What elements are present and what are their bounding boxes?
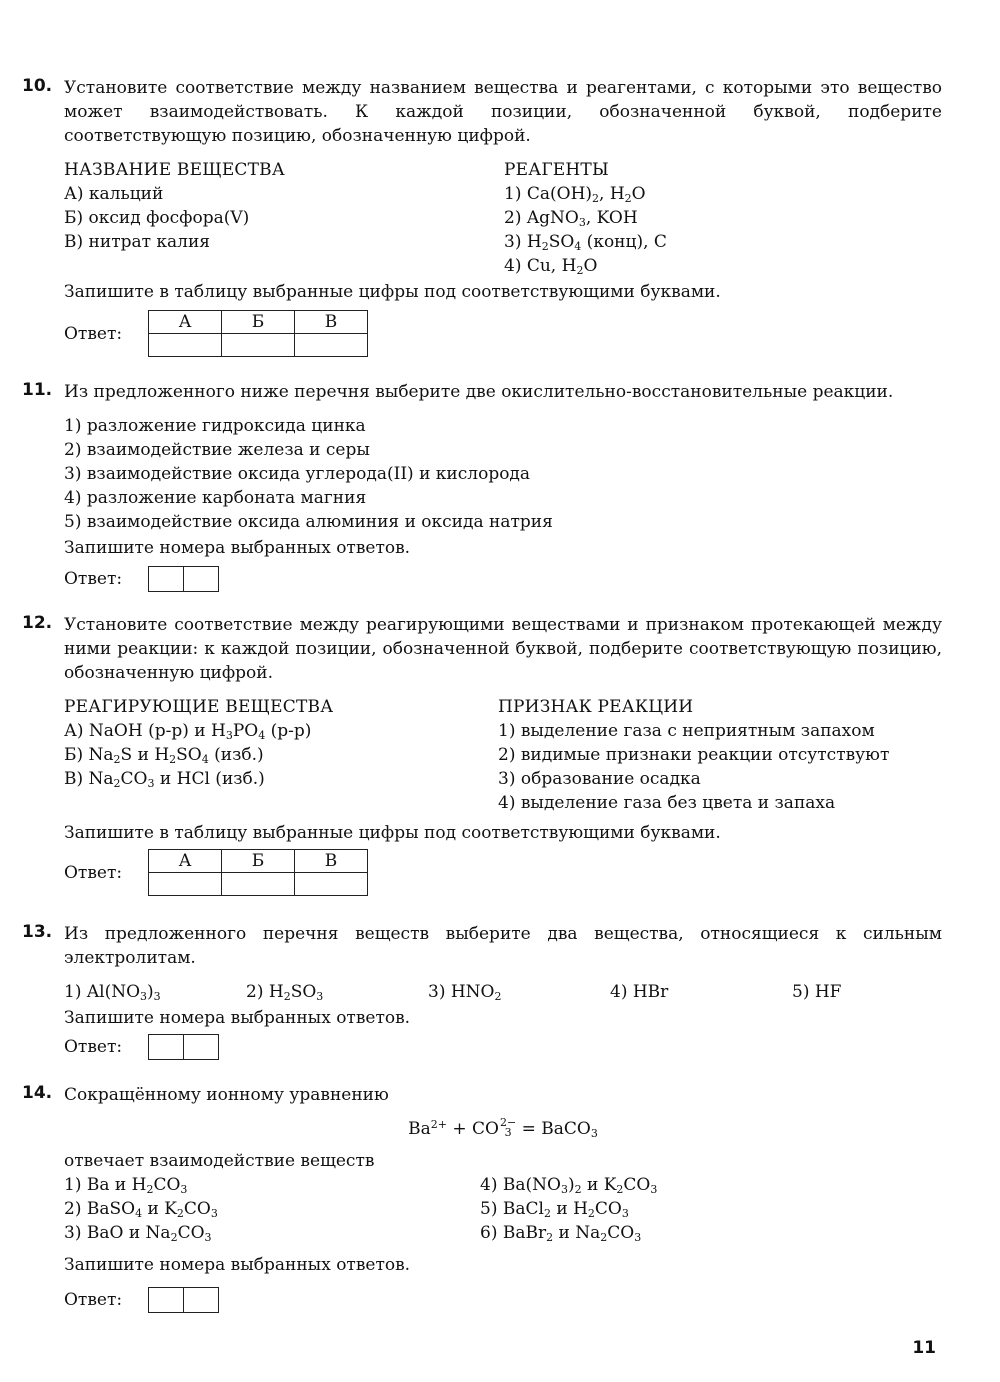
answer-cell[interactable] bbox=[149, 1035, 183, 1059]
question-text-continued: отвечает взаимодействие веществ bbox=[64, 1151, 375, 1171]
answer-label: Ответ: bbox=[64, 323, 123, 344]
option: 1) Ba и $H_2CO_3$ bbox=[64, 1175, 188, 1196]
option: 5) HF bbox=[792, 982, 842, 1002]
column-header: ПРИЗНАК РЕАКЦИИ bbox=[498, 697, 694, 717]
list-item: В) нитрат калия bbox=[64, 232, 211, 252]
list-item: 3) взаимодействие оксида углерода(II) и кислорода bbox=[64, 464, 531, 484]
list-item: 3) $H_2SO_4$ (конц), C bbox=[504, 232, 667, 253]
table-header-cell: Б bbox=[222, 850, 295, 873]
question-10 bbox=[22, 76, 942, 357]
option: 4) $Ba(NO_3)_2$ и $K_2CO_3$ bbox=[480, 1175, 658, 1196]
list-item: 1) выделение газа с неприятным запахом bbox=[498, 721, 875, 741]
answer-cell[interactable] bbox=[149, 334, 222, 357]
question-number: 12. bbox=[22, 613, 53, 633]
instruction: Запишите номера выбранных ответов. bbox=[64, 1008, 411, 1028]
option: 3) BaO и $Na_2CO_3$ bbox=[64, 1223, 212, 1244]
question-number: 13. bbox=[22, 922, 53, 942]
option: 4) HBr bbox=[610, 982, 669, 1002]
question-text: Установите соответствие между названием вещества и реагентами, с которыми это вещество может взаимодействовать. К каждой позиции, обозначенной буквой, подберите соответствующую позицию, обозначенную цифрой. bbox=[64, 78, 942, 146]
table-header-cell: В bbox=[295, 850, 368, 873]
answer-row bbox=[64, 566, 942, 592]
list-item: 3) образование осадка bbox=[498, 769, 701, 789]
instruction: Запишите в таблицу выбранные цифры под соответствующими буквами. bbox=[64, 282, 721, 302]
option: 1) $Al(NO_3)_3$ bbox=[64, 982, 161, 1003]
answer-cell[interactable] bbox=[183, 1035, 218, 1059]
question-14 bbox=[22, 1083, 942, 1313]
column-header: НАЗВАНИЕ ВЕЩЕСТВА bbox=[64, 160, 285, 180]
question-11 bbox=[22, 380, 942, 592]
answer-cells bbox=[148, 566, 219, 592]
column-header: РЕАГЕНТЫ bbox=[504, 160, 609, 180]
answer-row bbox=[64, 310, 942, 357]
answer-cells bbox=[148, 1287, 219, 1313]
table-header-cell: А bbox=[149, 311, 222, 334]
column-header: РЕАГИРУЮЩИЕ ВЕЩЕСТВА bbox=[64, 697, 334, 717]
answer-cell[interactable] bbox=[222, 334, 295, 357]
reactants-column bbox=[64, 695, 498, 815]
instruction: Запишите в таблицу выбранные цифры под соответствующими буквами. bbox=[64, 823, 721, 843]
question-12 bbox=[22, 613, 942, 896]
list-item: Б) оксид фосфора(V) bbox=[64, 208, 250, 228]
list-item: 1) $Ca(OH)_2$, $H_2O$ bbox=[504, 184, 646, 205]
question-text: Установите соответствие между реагирующими веществами и признаком протекающей между ними реакции: к каждой позиции, обозначенной буквой, подберите соответствующую позицию, обозначенную цифрой. bbox=[64, 615, 942, 683]
answer-cell[interactable] bbox=[295, 873, 368, 896]
substance-column bbox=[64, 158, 504, 278]
answer-label: Ответ: bbox=[64, 1037, 123, 1057]
ionic-equation: $Ba^{2+}$ + CO 2− 3 = BaCO$_3$ bbox=[408, 1116, 598, 1140]
page-number: 11 bbox=[912, 1338, 936, 1358]
answer-cells bbox=[148, 1034, 219, 1060]
answer-cell[interactable] bbox=[149, 1288, 183, 1312]
options-left bbox=[64, 1173, 480, 1245]
question-text: Из предложенного ниже перечня выберите две окислительно-восстановительные реакции. bbox=[64, 382, 894, 402]
list-item: 4) выделение газа без цвета и запаха bbox=[498, 793, 836, 813]
option: 6) BaBr$_2$ и $Na_2CO_3$ bbox=[480, 1223, 642, 1244]
option: 3) $HNO_2$ bbox=[428, 982, 502, 1003]
answer-row bbox=[64, 1034, 942, 1060]
answer-table bbox=[148, 310, 368, 357]
list-item: А) кальций bbox=[64, 184, 164, 204]
answer-label: Ответ: bbox=[64, 1290, 123, 1310]
reaction-sign-column bbox=[498, 695, 889, 815]
question-text: Сокращённому ионному уравнению bbox=[64, 1085, 389, 1105]
list-item: 1) разложение гидроксида цинка bbox=[64, 416, 366, 436]
options-row bbox=[64, 980, 942, 1004]
list-item: 2) AgNO$_3$, KOH bbox=[504, 208, 638, 229]
list-item: 2) взаимодействие железа и серы bbox=[64, 440, 370, 460]
answer-row bbox=[64, 1287, 942, 1313]
option: 2) BaSO$_4$ и $K_2CO_3$ bbox=[64, 1199, 218, 1220]
option: 2) $H_2SO_3$ bbox=[246, 982, 324, 1003]
answer-row bbox=[64, 849, 942, 896]
question-text: Из предложенного перечня веществ выберите два вещества, относящиеся к сильным электролитам. bbox=[64, 924, 942, 968]
list-item: Б) $Na_2S$ и $H_2SO_4$ (изб.) bbox=[64, 745, 264, 766]
option: 5) BaCl$_2$ и $H_2CO_3$ bbox=[480, 1199, 629, 1220]
answer-cell[interactable] bbox=[295, 334, 368, 357]
answer-table bbox=[148, 849, 368, 896]
table-header-cell: А bbox=[149, 850, 222, 873]
answer-cell[interactable] bbox=[149, 873, 222, 896]
answer-label: Ответ: bbox=[64, 569, 123, 589]
answer-cell[interactable] bbox=[183, 567, 218, 591]
list-item: А) NaOH (р-р) и $H_3PO_4$ (р-р) bbox=[64, 721, 312, 742]
table-header-cell: В bbox=[295, 311, 368, 334]
question-number: 11. bbox=[22, 380, 53, 400]
list-item: 4) Cu, $H_2O$ bbox=[504, 256, 598, 277]
instruction: Запишите номера выбранных ответов. bbox=[64, 1255, 411, 1275]
table-header-cell: Б bbox=[222, 311, 295, 334]
answer-cell[interactable] bbox=[183, 1288, 218, 1312]
list-item: 2) видимые признаки реакции отсутствуют bbox=[498, 745, 890, 765]
list-item: 4) разложение карбоната магния bbox=[64, 488, 367, 508]
answer-label: Ответ: bbox=[64, 862, 123, 883]
reagents-column bbox=[504, 158, 667, 278]
question-number: 14. bbox=[22, 1083, 53, 1103]
list-item: 5) взаимодействие оксида алюминия и оксида натрия bbox=[64, 512, 553, 532]
list-item: В) $Na_2CO_3$ и HCl (изб.) bbox=[64, 769, 265, 790]
answer-cell[interactable] bbox=[222, 873, 295, 896]
question-13 bbox=[22, 922, 942, 1060]
question-number: 10. bbox=[22, 76, 53, 96]
options-right bbox=[480, 1173, 657, 1245]
answer-cell[interactable] bbox=[149, 567, 183, 591]
instruction: Запишите номера выбранных ответов. bbox=[64, 538, 411, 558]
